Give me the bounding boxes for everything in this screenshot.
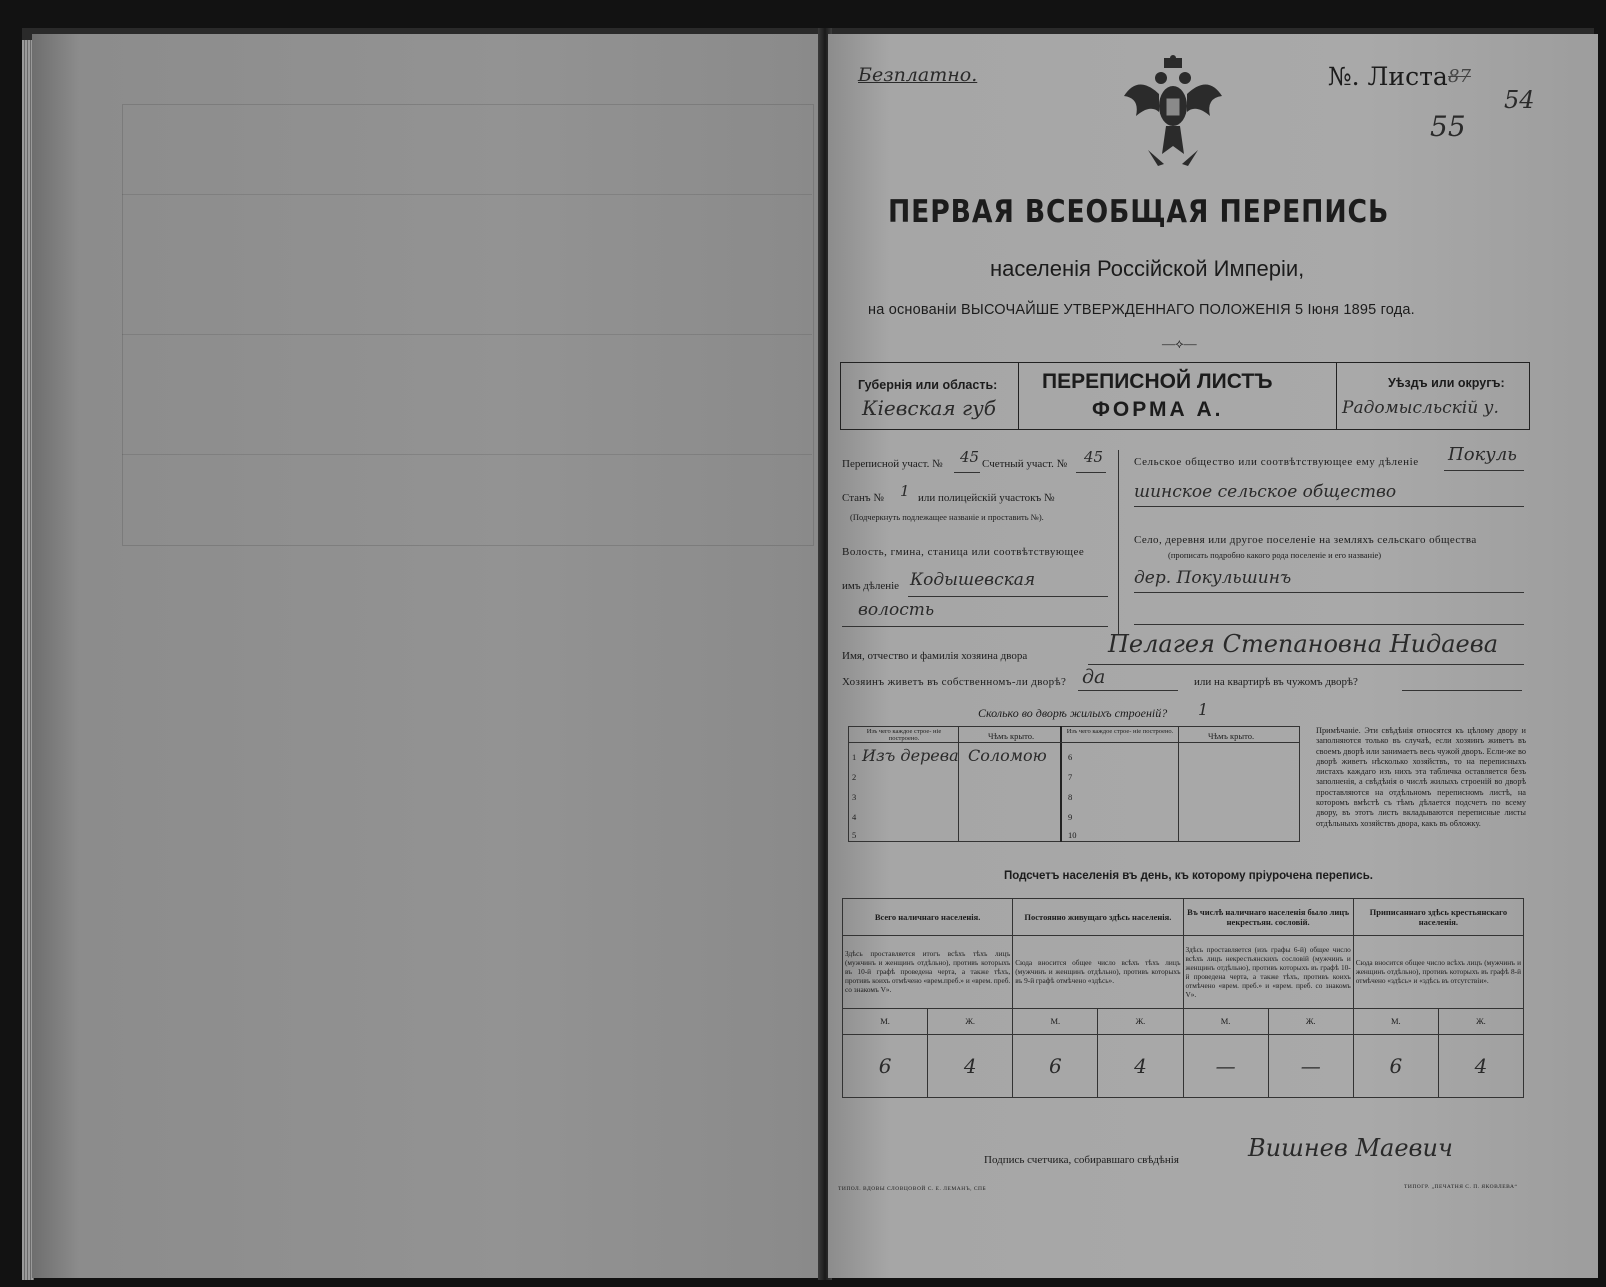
- sheet-number-label: №. Листа: [1328, 62, 1448, 91]
- underline: [1076, 472, 1106, 473]
- underline: [1134, 506, 1524, 507]
- male-header: М.: [1183, 1008, 1268, 1034]
- table-line: [1178, 726, 1179, 842]
- police-note: (Подчеркнуть подлежащее названіе и проставить №).: [850, 512, 1044, 522]
- village-label: Село, деревня или другое поселеніе на земляхъ сельскаго общества: [1134, 534, 1477, 546]
- row-number: 7: [1068, 772, 1073, 782]
- province-label: Губернія или область:: [858, 378, 998, 392]
- row-number: 6: [1068, 752, 1073, 762]
- buildings-col-roof: Чѣмъ крыто.: [988, 731, 1035, 741]
- enumerator-signature: Вишнев Маевич: [1248, 1134, 1453, 1162]
- own-house-label: Хозяинъ живетъ въ собственномъ-ли дворѣ?: [842, 676, 1067, 688]
- district-value: Радомысльскій у.: [1342, 398, 1499, 418]
- underline: [1444, 470, 1524, 471]
- group-description: Здѣсь проставляется итогъ всѣхъ тѣхъ лицъ (мужчинъ и женщинъ отдѣльно), противъ которыхъ въ 10-й графѣ проведена черта, а также тѣхъ, противъ коихъ отмѣчено «врем.преб.» и «врем. преб. со знакомъ V».: [843, 935, 1013, 1008]
- volost-value: Кодышевская: [910, 570, 1036, 590]
- row1-roof: Соломою: [968, 746, 1047, 765]
- population-table: [842, 898, 1524, 1098]
- volost-label: Волость, гмина, станица или соотвѣтствующее: [842, 546, 1085, 558]
- census-section-value: 45: [960, 448, 980, 466]
- female-header: Ж.: [1438, 1008, 1523, 1034]
- row1-material: Изъ дерева: [862, 746, 959, 765]
- underline: [842, 626, 1108, 627]
- count-section-label: Счетный участ. №: [982, 458, 1068, 470]
- form-subtitle: ФОРМА А.: [1092, 398, 1224, 421]
- sheet-number-struck: 87: [1448, 66, 1471, 87]
- underline: [1402, 690, 1522, 691]
- row-number: 3: [852, 792, 857, 802]
- faded-line: [122, 334, 812, 335]
- sheet-number-hand-1: 55: [1430, 110, 1466, 143]
- printer-right: ТИПОГР. „ПЕЧАТНЯ С. П. ЯКОВЛЕВА“: [1404, 1184, 1518, 1190]
- volost-value-2: волость: [858, 600, 935, 620]
- group-description: Здѣсь проставляется (изъ графы 6-й) общее число всѣхъ лицъ некрестьянскихъ сословій (мужчинъ и женщинъ отдѣльно), противъ которыхъ въ графѣ 10-й проведена черта, а также тѣхъ, противъ коихъ отмѣчено «врем. преб.» и «врем. преб. со знакомъ V».: [1183, 935, 1353, 1008]
- row-number: 8: [1068, 792, 1073, 802]
- population-heading: Подсчетъ населенія въ день, къ которому пріурочена перепись.: [1004, 870, 1373, 882]
- society-value: Покуль: [1448, 444, 1517, 465]
- district-label: Уѣздъ или округъ:: [1388, 376, 1505, 390]
- female-count: 4: [1438, 1035, 1523, 1098]
- buildings-col-roof-2: Чѣмъ крыто.: [1208, 731, 1255, 741]
- table-line: [1060, 726, 1062, 842]
- male-count: 6: [843, 1035, 928, 1098]
- volost-label-2: имъ дѣленіе: [842, 580, 900, 592]
- row-number: 9: [1068, 812, 1073, 822]
- society-value-2: шинское сельское общество: [1134, 482, 1397, 502]
- male-count: 6: [1013, 1035, 1098, 1098]
- group-title: Въ числѣ наличнаго населенія было лицъ некрестьян. сословій.: [1183, 899, 1353, 936]
- row-number: 4: [852, 812, 857, 822]
- row-number: 2: [852, 772, 857, 782]
- underline: [1078, 690, 1178, 691]
- police-label: или полицейскій участокъ №: [918, 492, 1055, 504]
- underline: [1134, 624, 1524, 625]
- imperial-eagle-emblem: [1118, 54, 1228, 174]
- group-title: Постоянно живущаго здѣсь населенія.: [1013, 899, 1183, 936]
- owner-label: Имя, отчество и фамилія хозяина двора: [842, 650, 1028, 662]
- male-header: М.: [1013, 1008, 1098, 1034]
- male-count: 6: [1353, 1035, 1438, 1098]
- column-divider: [1118, 450, 1119, 634]
- row-number: 5: [852, 830, 857, 840]
- divider: [1018, 362, 1019, 430]
- underline: [1134, 592, 1524, 593]
- form-title: ПЕРЕПИСНОЙ ЛИСТЪ: [1042, 370, 1273, 393]
- census-basis: на основаніи ВЫСОЧАЙШЕ УТВЕРЖДЕННАГО ПОЛОЖЕНІЯ 5 Іюня 1895 года.: [868, 302, 1415, 318]
- buildings-value: 1: [1198, 700, 1209, 719]
- own-house-value: да: [1082, 666, 1106, 688]
- faded-line: [122, 454, 812, 455]
- left-page: [32, 34, 822, 1278]
- buildings-label: Сколько во дворѣ жилыхъ строеній?: [978, 706, 1168, 720]
- table-line: [848, 742, 1300, 743]
- row-number: 10: [1068, 830, 1077, 840]
- owner-value: Пелагея Степановна Нидаева: [1108, 630, 1499, 658]
- underline: [1088, 664, 1524, 665]
- female-count: 4: [928, 1035, 1013, 1098]
- buildings-col-material: Изъ чего каждое строе- ніе построено.: [866, 728, 942, 742]
- divider: [1336, 362, 1337, 430]
- female-header: Ж.: [928, 1008, 1013, 1034]
- signature-label: Подпись счетчика, собиравшаго свѣдѣнія: [984, 1154, 1179, 1166]
- underline: [954, 472, 980, 473]
- printer-left: ТИПОЛ. ВДОВЫ СЛОВЦОВОЙ С. Е. ЛЕМАНЪ, СПБ: [838, 1186, 987, 1192]
- male-count: —: [1183, 1035, 1268, 1098]
- female-count: —: [1268, 1035, 1353, 1098]
- census-form-page: [828, 34, 1598, 1278]
- underline: [908, 596, 1108, 597]
- buildings-table: [848, 726, 1300, 842]
- census-title: ПЕРВАЯ ВСЕОБЩАЯ ПЕРЕПИСЬ: [888, 194, 1390, 230]
- village-note: (прописать подробно какого рода поселеніе и его названіе): [1168, 550, 1382, 560]
- sheet-number-hand-2: 54: [1504, 86, 1535, 114]
- faded-table: [122, 104, 814, 546]
- note-text: Примѣчаніе. Эти свѣдѣнія относятся къ цѣлому двору и заполняются только въ случаѣ, если хозяинъ живетъ въ своемъ дворѣ или занимаетъ весь чужой дворъ. Если-же во дворѣ живетъ нѣсколько хозяйствъ, то на переписныхъ листахъ каждаго изъ нихъ эта табличка оставляется безъ заполненія, а свѣдѣнія о числѣ жилыхъ строеній во дворѣ проставляются на отдѣльномъ переписномъ листѣ, на которомъ вмѣстѣ съ тѣмъ дѣлается подсчетъ по всему двору, въ этотъ листъ вкладываются переписные листы отдѣльныхъ хозяйствъ двора, какъ въ обложку.: [1316, 726, 1526, 828]
- free-label: Безплатно.: [858, 64, 978, 86]
- province-value: Кіевская губ: [862, 396, 996, 420]
- village-value: дер. Покульшинъ: [1134, 568, 1292, 588]
- table-line: [958, 726, 959, 842]
- female-header: Ж.: [1098, 1008, 1183, 1034]
- row-number: 1: [852, 752, 857, 762]
- group-description: Сюда вносится общее число всѣхъ лицъ (мужчинъ и женщинъ отдѣльно), противъ которыхъ въ графѣ 8-й отмѣчено «здѣсь» и «здѣсь въ отсутствіи».: [1353, 935, 1523, 1008]
- group-title: Всего наличнаго населенія.: [843, 899, 1013, 936]
- ornament-divider: —⟡—: [1162, 336, 1197, 351]
- female-header: Ж.: [1268, 1008, 1353, 1034]
- male-header: М.: [843, 1008, 928, 1034]
- census-section-label: Переписной участ. №: [842, 458, 943, 470]
- society-label: Сельское общество или соотвѣтствующее ему дѣленіе: [1134, 456, 1419, 468]
- female-count: 4: [1098, 1035, 1183, 1098]
- census-subtitle: населенія Россійской Имперіи,: [990, 256, 1305, 281]
- group-title: Приписаннаго здѣсь крестьянскаго населенія.: [1353, 899, 1523, 936]
- buildings-col-material-2: Изъ чего каждое строе- ніе построено.: [1066, 728, 1174, 735]
- male-header: М.: [1353, 1008, 1438, 1034]
- group-description: Сюда вносится общее число всѣхъ тѣхъ лицъ (мужчинъ и женщинъ отдѣльно), противъ которыхъ въ 9-й графѣ отмѣчено «здѣсь».: [1013, 935, 1183, 1008]
- stan-value: 1: [900, 482, 910, 500]
- count-section-value: 45: [1084, 448, 1104, 466]
- faded-line: [122, 194, 812, 195]
- stan-label: Станъ №: [842, 492, 884, 504]
- rent-label: или на квартирѣ въ чужомъ дворѣ?: [1194, 676, 1358, 688]
